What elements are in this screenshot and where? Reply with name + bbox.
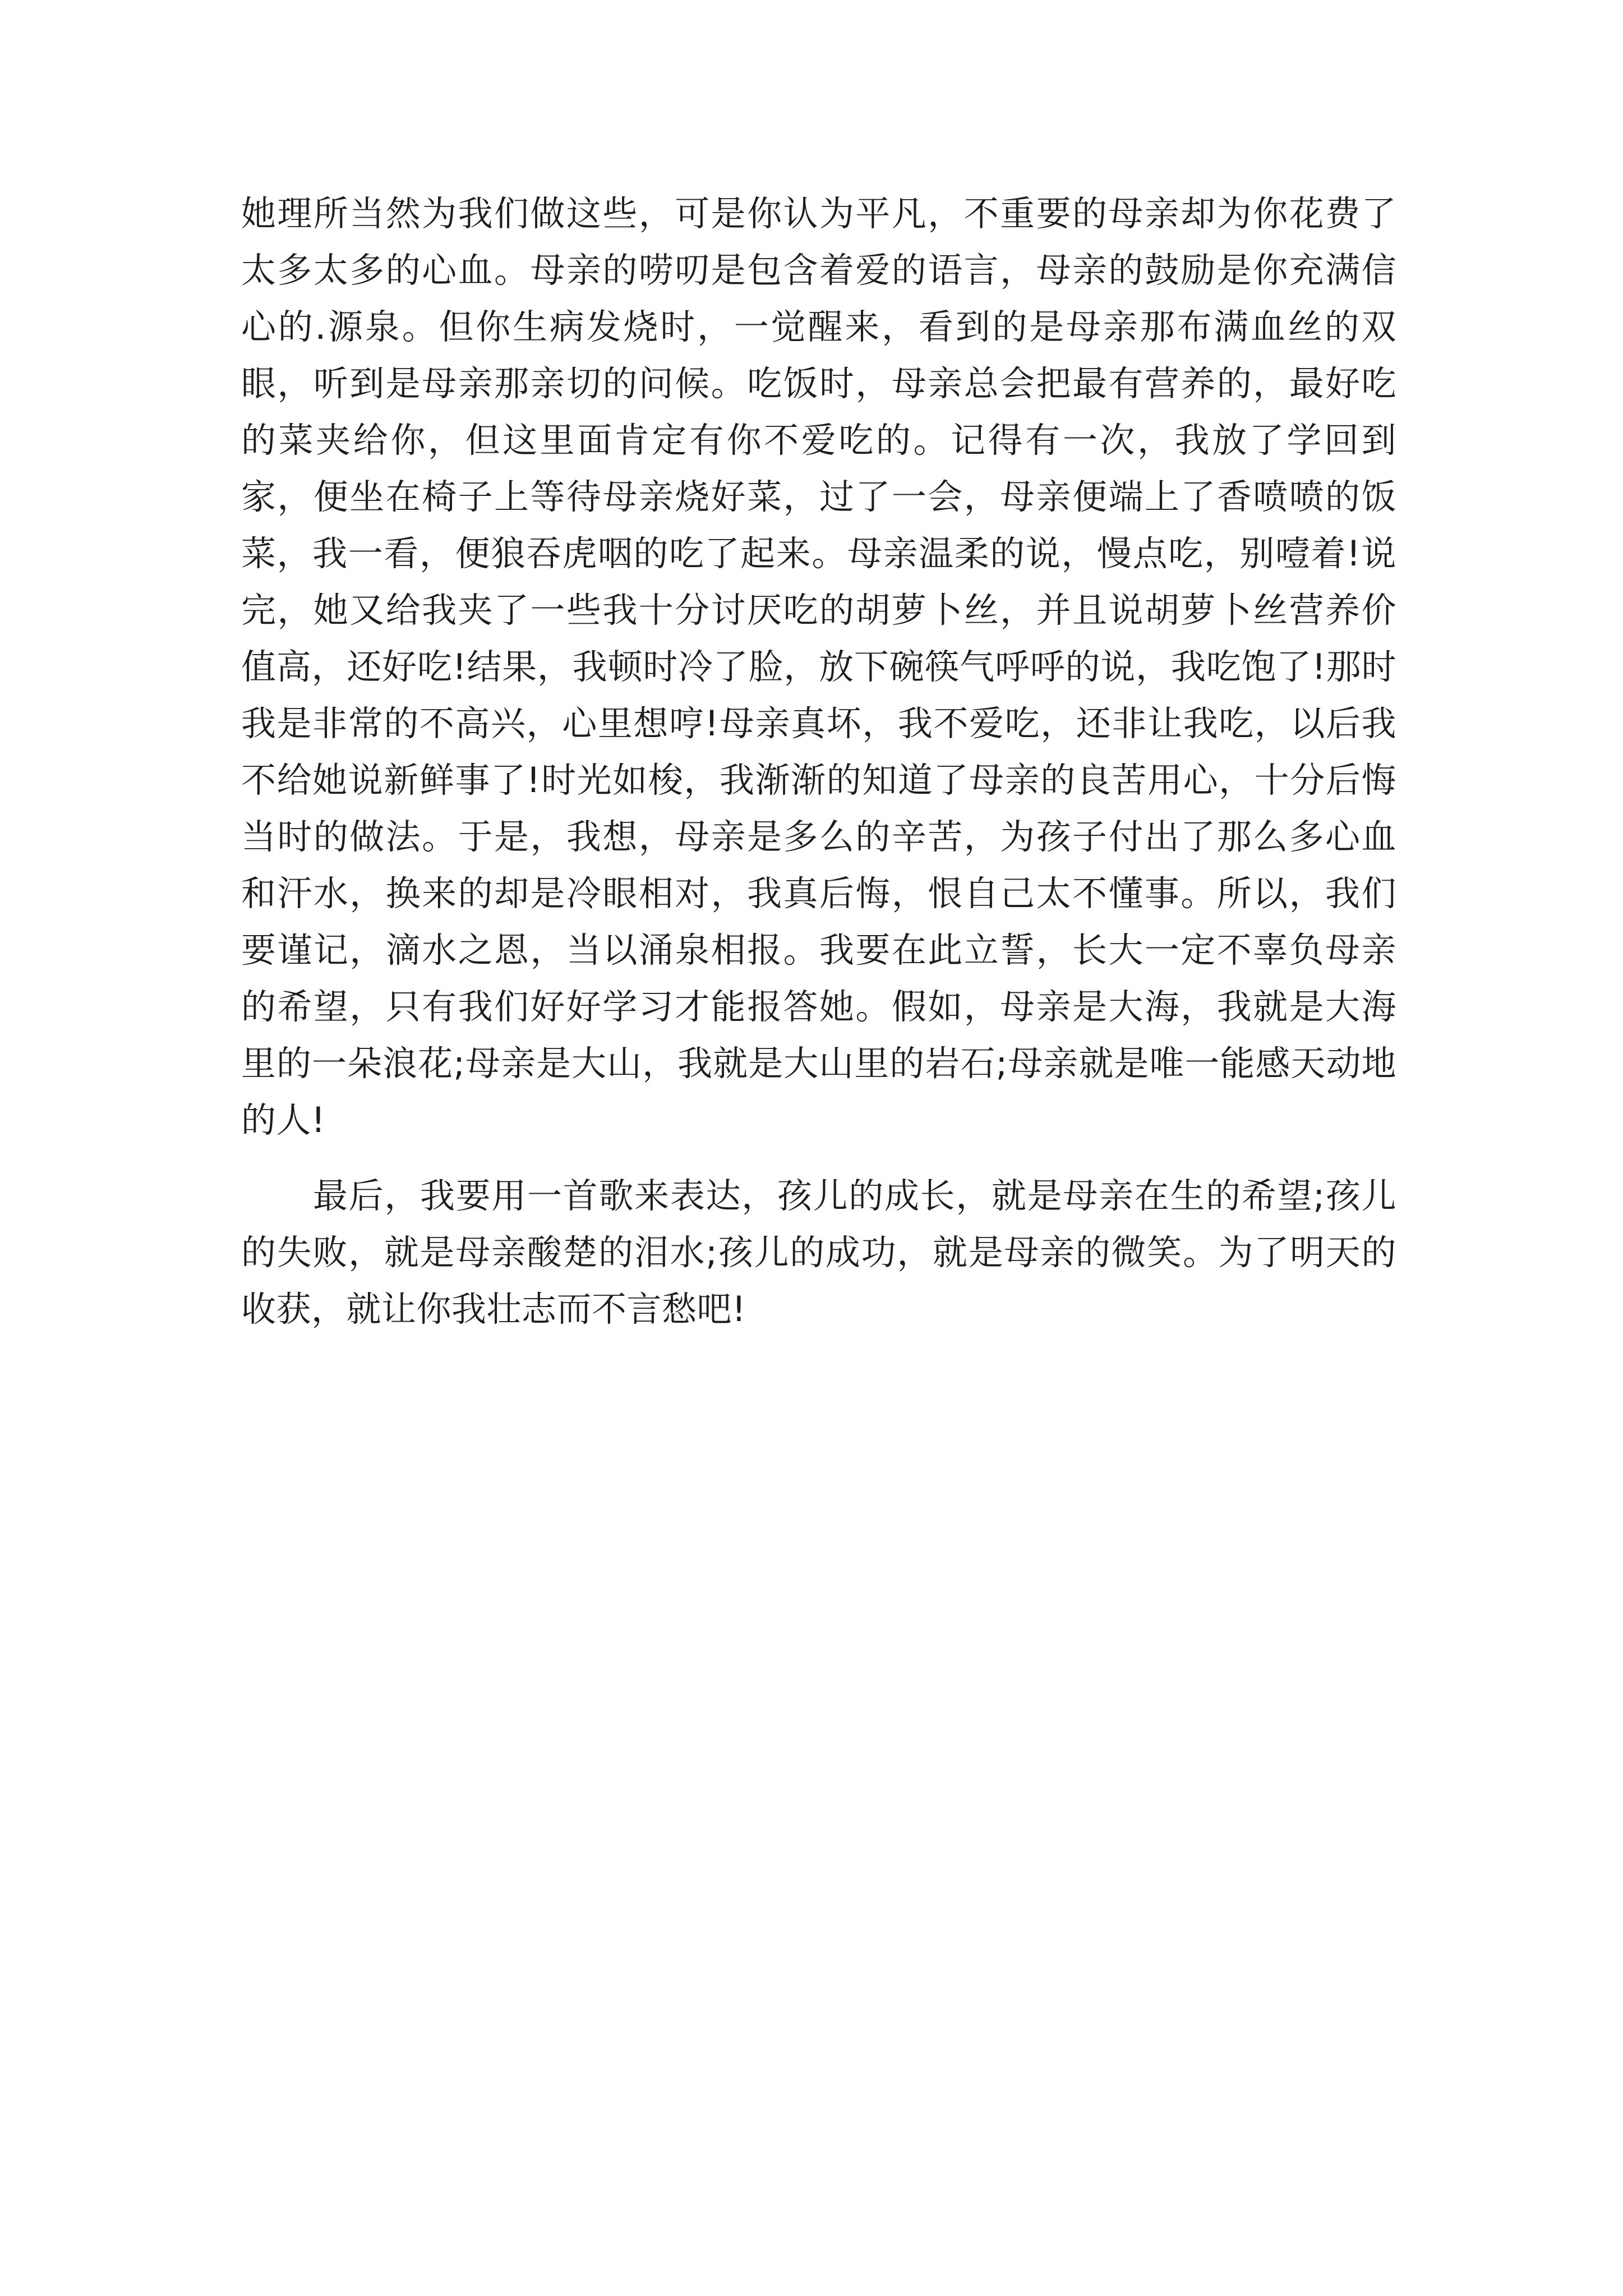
- body-paragraph-2: 最后，我要用一首歌来表达，孩儿的成长，就是母亲在生的希望;孩儿的失败，就是母亲酸楚的泪水;孩儿的成功，就是母亲的微笑。为了明天的收获，就让你我壮志而不言愁吧!: [241, 1175, 1396, 1329]
- document-body: [241, 185, 1396, 1337]
- body-paragraph-1: 她理所当然为我们做这些，可是你认为平凡，不重要的母亲却为你花费了太多太多的心血。母亲的唠叨是包含着爱的语言，母亲的鼓励是你充满信心的.源泉。但你生病发烧时，一觉醒来，看到的是母亲那布满血丝的双眼，听到是母亲那亲切的问候。吃饭时，母亲总会把最有营养的，最好吃的菜夹给你，但这里面肯定有你不爱吃的。记得有一次，我放了学回到家，便坐在椅子上等待母亲烧好菜，过了一会，母亲便端上了香喷喷的饭菜，我一看，便狼吞虎咽的吃了起来。母亲温柔的说，慢点吃，别噎着!说完，她又给我夹了一些我十分讨厌吃的胡萝卜丝，并且说胡萝卜丝营养价值高，还好吃!结果，我顿时冷了脸，放下碗筷气呼呼的说，我吃饱了!那时我是非常的不高兴，心里想哼!母亲真坏，我不爱吃，还非让我吃，以后我不给她说新鲜事了!时光如梭，我渐渐的知道了母亲的良苦用心，十分后悔当时的做法。于是，我想，母亲是多么的辛苦，为孩子付出了那么多心血和汗水，换来的却是冷眼相对，我真后悔，恨自己太不懂事。所以，我们要谨记，滴水之恩，当以涌泉相报。我要在此立誓，长大一定不辜负母亲的希望，只有我们好好学习才能报答她。假如，母亲是大海，我就是大海里的一朵浪花;母亲是大山，我就是大山里的岩石;母亲就是唯一能感天动地的人!: [241, 193, 1396, 1140]
